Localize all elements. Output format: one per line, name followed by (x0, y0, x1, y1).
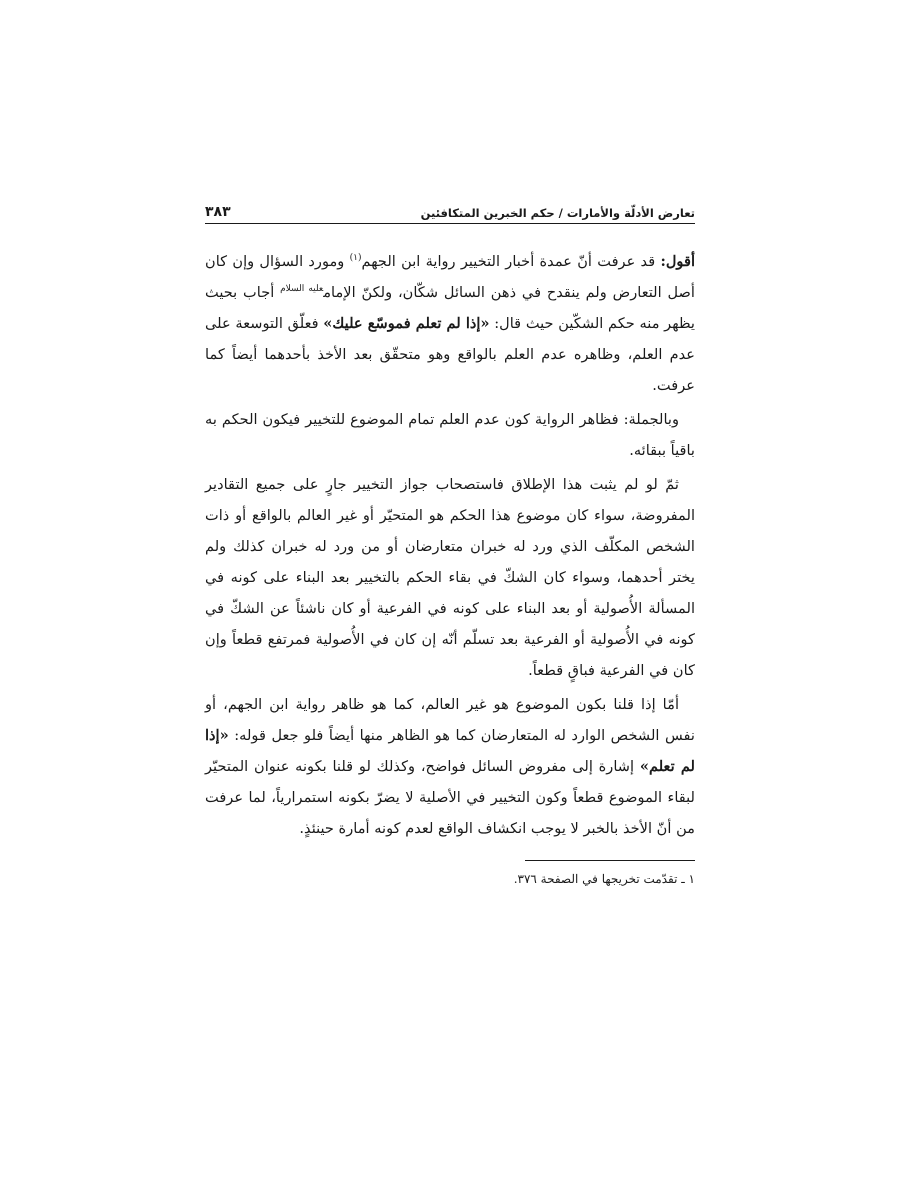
paragraph-text: أمّا إذا قلنا بكون الموضوع هو غير العالم، كما هو ظاهر رواية ابن الجهم، أو نفس الشخص الوارد له المتعارضان كما هو الظاهر منها أيضاً فلو جعل قوله: (205, 696, 695, 744)
paragraph-text: وبالجملة: فظاهر الرواية كون عدم العلم تمام الموضوع للتخيير فيكون الحكم به باقياً ببقائه. (205, 411, 695, 459)
honorific-glyph: عليه السلام (280, 284, 324, 295)
quoted-narration: «إذا لم تعلم» (205, 727, 695, 775)
footnote-reference: (١) (349, 253, 362, 264)
running-title: تعارض الأدلّة والأمارات / حكم الخبرين المتكافئين (420, 206, 695, 220)
paragraph-lead-term: أقول: (660, 253, 695, 270)
main-text (205, 246, 695, 844)
footnotes (205, 869, 695, 889)
paragraph-text: فعلّق التوسعة على عدم العلم، وظاهره عدم العلم بالواقع وهو متحقّق بعد الأخذ بأحدهما أيضاً كما عرفت. (205, 315, 695, 394)
paragraph-text: أجاب بحيث يظهر منه حكم الشكّين حيث قال: (205, 284, 695, 332)
running-header (205, 198, 695, 224)
paragraph-text: إشارة إلى مفروض السائل فواضح، وكذلك لو قلنا بكونه عنوان المتحيّر لبقاء الموضوع قطعاً وكون التخيير في الأصلية لا يضرّ بكونه استمرارياً، لما عرفت من أنّ الأخذ بالخبر لا يوجب انكشاف الواقع لعدم كونه أمارة حينئذٍ. (205, 758, 695, 837)
footnote-divider (525, 860, 695, 861)
paragraph-text: ومورد السؤال وإن كان أصل التعارض ولم ينقدح في ذهن السائل شكّان، ولكنّ الإمام (205, 253, 695, 301)
book-page (205, 198, 695, 958)
page-number: ٣٨٣ (205, 204, 231, 220)
paragraph-1 (205, 246, 695, 401)
paragraph-text: ثمّ لو لم يثبت هذا الإطلاق فاستصحاب جواز التخيير جارٍ على جميع التقادير المفروضة، سواء كان موضوع هذا الحكم هو المتحيّر أو غير العالم بالواقع أو ذات الشخص المكلّف الذي ورد له خبران متعارضان أو من ورد له خبران كذلك ولم يختر أحدهما، وسواء كان الشكّ في بقاء الحكم بالتخيير بعد البناء على كونه في المسألة الأُصولية أو بعد البناء على كونه في الفرعية أو كان ناشئاً عن الشكّ في كونه في الأُصولية أو الفرعية بعد تسلّم أنّه إن كان في الأُصولية فمرتفع قطعاً وإن كان في الفرعية فباقٍ قطعاً. (205, 476, 695, 679)
quoted-narration: «إذا لم تعلم فموسّع عليك» (323, 315, 490, 332)
footnote: ١ ـ تقدّمت تخريجها في الصفحة ٣٧٦. (513, 872, 695, 886)
paragraph-text: قد عرفت أنّ عمدة أخبار التخيير رواية ابن الجهم (361, 253, 661, 270)
paragraph-2 (205, 404, 695, 466)
paragraph-3 (205, 469, 695, 686)
paragraph-4 (205, 689, 695, 844)
